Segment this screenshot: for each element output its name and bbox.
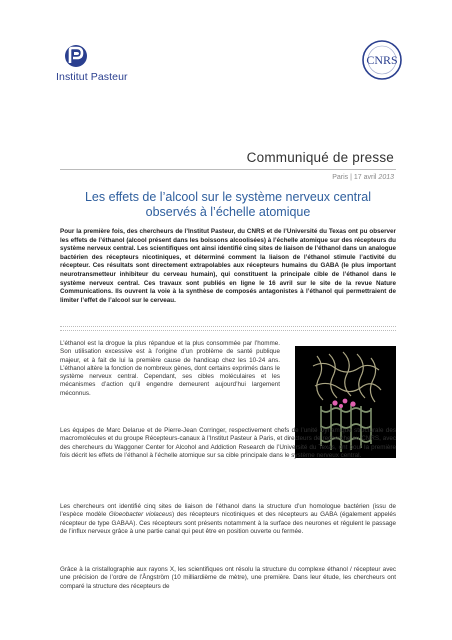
headline: Les effets de l’alcool sur le système nerveux central observés à l’échelle atomique [84, 190, 372, 219]
divider [60, 326, 396, 327]
lead-paragraph: Pour la première fois, des chercheurs de l’Institut Pasteur, du CNRS et de l’Université du Texas ont pu observer les effets de l’éthanol (alcool présent dans les boissons alcoolisées) à l’échelle atomique sur des récepteurs du système nerveux central. Les scientifiques ont ainsi identifié cinq sites de liaison de l’éthanol dans un analogue bactérien des récepteurs nicotiniques, et déterminé comment la liaison de l’éthanol stimule l’activité du récepteur. Ces résultats sont directement extrapolables aux récepteurs humains du GABA (le plus important neurotransmetteur inhibiteur du cerveau humain), qui constituent la principale cible de l’éthanol dans le système nerveux central. Ces travaux sont publiés en ligne le 16 avril sur le site de la revue Nature Communications. Ils ouvrent la voie à la synthèse de composés antagonistes à l’éthanol qui permettraient de limiter l’effet de l’alcool sur le cerveau. [60, 228, 396, 304]
body-paragraph-3-start: Les chercheurs ont identifié cinq sites de liaison de l’éthanol dans la structure d’un homologue bactérien (issu de l’espèce modèle [60, 503, 396, 519]
cnrs-logo-icon [362, 40, 402, 80]
body-paragraph-1: L’éthanol est la drogue la plus répandue et la plus consommée par l’homme. Son utilisation excessive est à l’origine d’un problème de santé publique majeur, et à fait de lui la première cause de handicap chez les 10-24 ans. L’éthanol altère la fonction de nombreux gènes, dont certains exprimés dans le système nerveux central. Cependant, ses cibles moléculaires et les mécanismes d’action qu’il engendre demeurent aujourd’hui largement méconnus. [60, 340, 280, 397]
species-name: Gloeobacter violaceus [108, 511, 173, 519]
dateline-day: 17 avril [353, 174, 377, 181]
section-title: Communiqué de presse [246, 150, 394, 165]
dateline-place: Paris | [332, 174, 352, 181]
dateline [332, 174, 394, 181]
dateline-year: 2013 [378, 174, 394, 181]
institut-pasteur-logo [56, 44, 146, 88]
cnrs-logo-text: CNRS [366, 53, 398, 67]
pasteur-emblem-icon [56, 44, 146, 68]
pasteur-logo-text: Institut Pasteur [56, 71, 128, 83]
body-paragraph-3 [60, 503, 396, 536]
body-paragraph-4: Grâce à la cristallographie aux rayons X, les scientifiques ont résolu la structure du complexe éthanol / récepteur avec une précision de l’ordre de l’Ångström (10 milliardième de mètre), une première. Dans leur étude, les chercheurs ont comparé la structure des récepteurs de [60, 566, 396, 590]
divider [60, 169, 396, 170]
body-paragraph-3-end: ) des récepteurs nicotiniques et des récepteurs au GABA (également appelés récepteur de type GABAA). Ces récepteurs sont présents notamment à la surface des neurones et régulent le passage de l’influx nerveux grâce à une partie canal qui peut être en position ouverte ou fermée. [60, 511, 396, 535]
body-paragraph-2: Les équipes de Marc Delarue et de Pierre-Jean Corringer, respectivement chefs de l’unité Dynamique structurale des macromolécules et du groupe Récepteurs-canaux à l’Institut Pasteur à Paris, et directeurs de recherche au CNRS, avec des chercheurs du Waggoner Center for Alcohol and Addiction Research de l’Université du Texas, ont pour la première fois décrit les effets de l’éthanol à l’échelle atomique sur sa cible principale dans le système nerveux central. [60, 427, 396, 459]
divider [60, 330, 396, 331]
